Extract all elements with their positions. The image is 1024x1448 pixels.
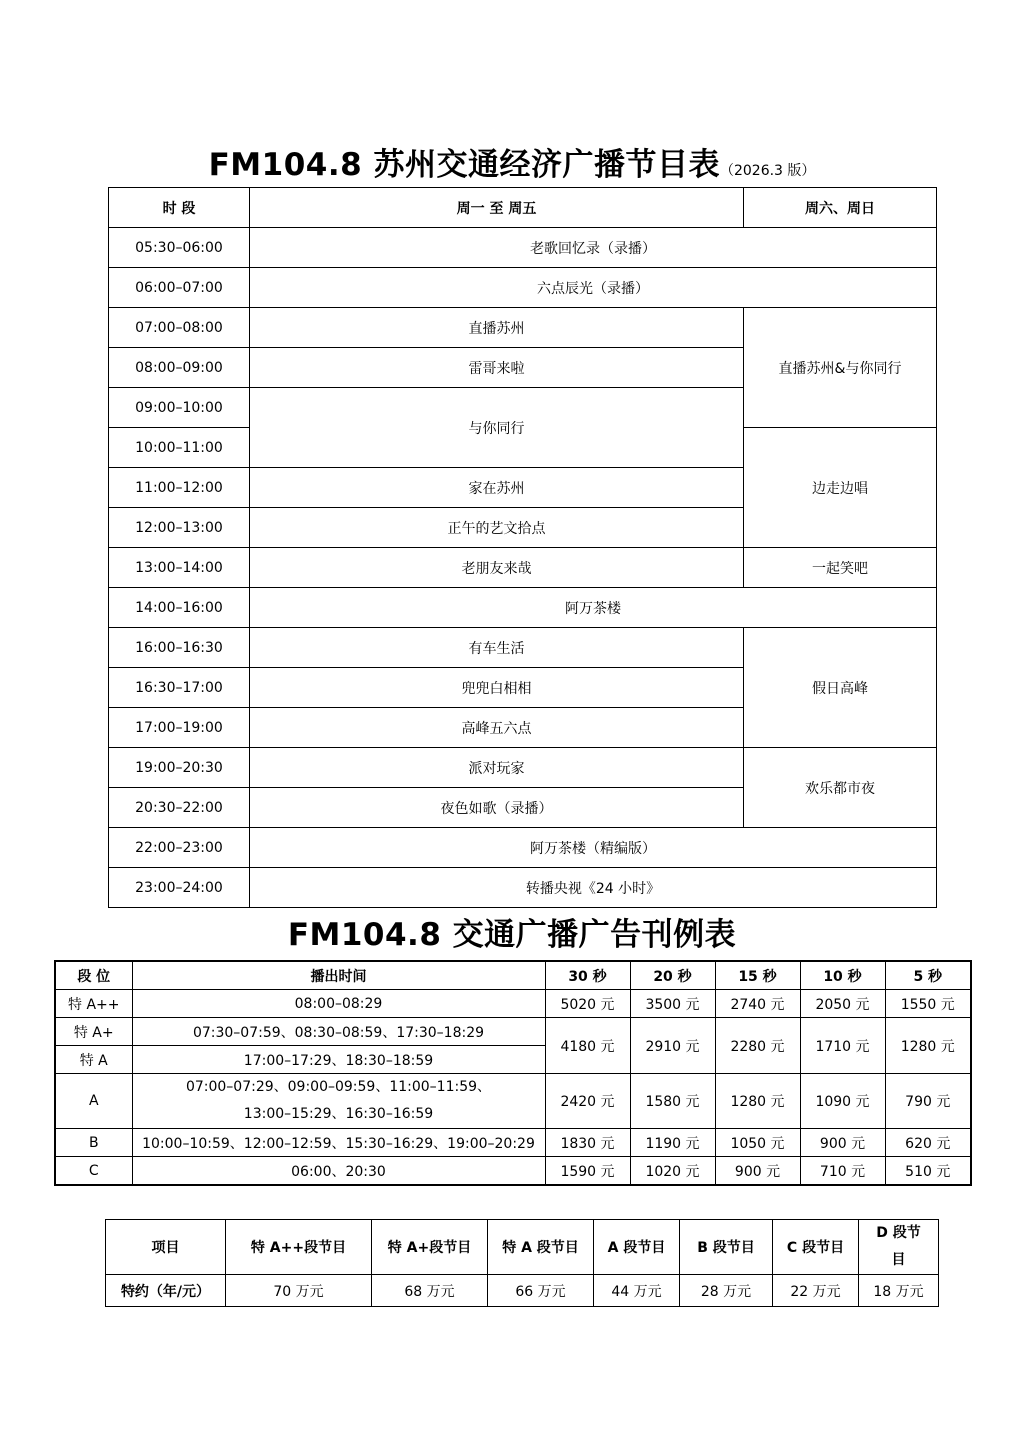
schedule-row — [109, 228, 937, 268]
sponsor-header: D 段节目 — [859, 1220, 939, 1275]
program-cell: 高峰五六点 — [250, 708, 744, 748]
schedule-row — [109, 588, 937, 628]
schedule-row — [109, 308, 937, 348]
program-cell: 家在苏州 — [250, 468, 744, 508]
weekend-program-cell: 假日高峰 — [744, 628, 937, 748]
price-cell: 1190 元 — [630, 1129, 715, 1157]
time-slot: 20:30–22:00 — [109, 788, 250, 828]
price-cell: 620 元 — [885, 1129, 971, 1157]
header-5s: 5 秒 — [885, 961, 971, 990]
schedule-row — [109, 548, 937, 588]
rate-row — [55, 1018, 971, 1046]
segment-cell: 特 A+ — [55, 1018, 132, 1046]
time-slot: 13:00–14:00 — [109, 548, 250, 588]
program-cell: 夜色如歌（录播） — [250, 788, 744, 828]
header-10s: 10 秒 — [800, 961, 885, 990]
weekend-program-cell: 直播苏州&与你同行 — [744, 308, 937, 428]
schedule-title-text: FM104.8 苏州交通经济广播节目表 — [208, 147, 720, 183]
header-30s: 30 秒 — [545, 961, 630, 990]
weekend-program-cell: 欢乐都市夜 — [744, 748, 937, 828]
program-cell: 雷哥来啦 — [250, 348, 744, 388]
header-15s: 15 秒 — [715, 961, 800, 990]
price-cell: 2740 元 — [715, 990, 800, 1018]
program-cell: 与你同行 — [250, 388, 744, 468]
program-cell: 阿万茶楼 — [250, 588, 937, 628]
header-20s: 20 秒 — [630, 961, 715, 990]
sponsor-price: 68 万元 — [372, 1275, 488, 1307]
sponsor-header-row — [106, 1220, 939, 1275]
price-cell: 900 元 — [715, 1157, 800, 1186]
program-cell: 派对玩家 — [250, 748, 744, 788]
rates-header-row — [55, 961, 971, 990]
price-cell: 1580 元 — [630, 1074, 715, 1129]
airtime-cell: 07:00–07:29、09:00–09:59、11:00–11:59、13:00–15:29、16:30–16:59 — [132, 1074, 545, 1129]
schedule-row — [109, 268, 937, 308]
program-cell: 有车生活 — [250, 628, 744, 668]
sponsor-header: 特 A 段节目 — [488, 1220, 594, 1275]
segment-cell: B — [55, 1129, 132, 1157]
schedule-header-row — [109, 188, 937, 228]
schedule-row — [109, 868, 937, 908]
program-cell: 正午的艺文拾点 — [250, 508, 744, 548]
time-slot: 17:00–19:00 — [109, 708, 250, 748]
time-slot: 09:00–10:00 — [109, 388, 250, 428]
time-slot: 11:00–12:00 — [109, 468, 250, 508]
sponsor-header: C 段节目 — [773, 1220, 859, 1275]
program-cell: 六点辰光（录播） — [250, 268, 937, 308]
sponsor-price: 22 万元 — [773, 1275, 859, 1307]
weekend-program-cell: 一起笑吧 — [744, 548, 937, 588]
price-cell: 1830 元 — [545, 1129, 630, 1157]
price-cell: 1590 元 — [545, 1157, 630, 1186]
sponsorship-table — [105, 1219, 939, 1307]
price-cell: 4180 元 — [545, 1018, 630, 1074]
price-cell: 790 元 — [885, 1074, 971, 1129]
time-slot: 16:00–16:30 — [109, 628, 250, 668]
segment-cell: C — [55, 1157, 132, 1186]
time-slot: 23:00–24:00 — [109, 868, 250, 908]
segment-cell: 特 A++ — [55, 990, 132, 1018]
time-slot: 12:00–13:00 — [109, 508, 250, 548]
time-slot: 10:00–11:00 — [109, 428, 250, 468]
time-slot: 16:30–17:00 — [109, 668, 250, 708]
rate-row — [55, 1074, 971, 1129]
sponsor-header: 特 A++段节目 — [226, 1220, 372, 1275]
time-slot: 05:30–06:00 — [109, 228, 250, 268]
sponsor-header: A 段节目 — [594, 1220, 680, 1275]
time-slot: 08:00–09:00 — [109, 348, 250, 388]
header-time: 时 段 — [109, 188, 250, 228]
price-cell: 510 元 — [885, 1157, 971, 1186]
header-weekend: 周六、周日 — [744, 188, 937, 228]
sponsor-price: 18 万元 — [859, 1275, 939, 1307]
price-cell: 5020 元 — [545, 990, 630, 1018]
airtime-cell: 08:00–08:29 — [132, 990, 545, 1018]
price-cell: 2420 元 — [545, 1074, 630, 1129]
time-slot: 19:00–20:30 — [109, 748, 250, 788]
price-cell: 2280 元 — [715, 1018, 800, 1074]
sponsor-header: 项目 — [106, 1220, 226, 1275]
program-cell: 直播苏州 — [250, 308, 744, 348]
sponsor-header: B 段节目 — [680, 1220, 773, 1275]
sponsor-value-row — [106, 1275, 939, 1307]
price-cell: 900 元 — [800, 1129, 885, 1157]
airtime-cell: 07:30–07:59、08:30–08:59、17:30–18:29 — [132, 1018, 545, 1046]
price-cell: 2910 元 — [630, 1018, 715, 1074]
header-segment: 段 位 — [55, 961, 132, 990]
schedule-row — [109, 748, 937, 788]
weekend-program-cell: 边走边唱 — [744, 428, 937, 548]
rate-row — [55, 1157, 971, 1186]
program-schedule-table — [108, 187, 937, 908]
sponsor-label: 特约（年/元） — [106, 1275, 226, 1307]
airtime-cell: 10:00–10:59、12:00–12:59、15:30–16:29、19:00–20:29 — [132, 1129, 545, 1157]
program-cell: 转播央视《24 小时》 — [250, 868, 937, 908]
price-cell: 1090 元 — [800, 1074, 885, 1129]
airtime-cell: 17:00–17:29、18:30–18:59 — [132, 1046, 545, 1074]
price-cell: 1020 元 — [630, 1157, 715, 1186]
header-airtime: 播出时间 — [132, 961, 545, 990]
time-slot: 07:00–08:00 — [109, 308, 250, 348]
rate-row — [55, 990, 971, 1018]
program-cell: 阿万茶楼（精编版） — [250, 828, 937, 868]
sponsor-price: 44 万元 — [594, 1275, 680, 1307]
time-slot: 06:00–07:00 — [109, 268, 250, 308]
ad-rates-table — [54, 960, 972, 1186]
rate-row — [55, 1129, 971, 1157]
time-slot: 22:00–23:00 — [109, 828, 250, 868]
schedule-row — [109, 628, 937, 668]
price-cell: 1280 元 — [715, 1074, 800, 1129]
time-slot: 14:00–16:00 — [109, 588, 250, 628]
price-cell: 710 元 — [800, 1157, 885, 1186]
sponsor-price: 70 万元 — [226, 1275, 372, 1307]
schedule-version: （2026.3 版） — [719, 163, 816, 179]
price-cell: 1280 元 — [885, 1018, 971, 1074]
price-cell: 2050 元 — [800, 990, 885, 1018]
price-cell: 3500 元 — [630, 990, 715, 1018]
sponsor-price: 28 万元 — [680, 1275, 773, 1307]
rates-title: FM104.8 交通广播广告刊例表 — [287, 917, 737, 953]
price-cell: 1550 元 — [885, 990, 971, 1018]
program-cell: 兜兜白相相 — [250, 668, 744, 708]
price-cell: 1050 元 — [715, 1129, 800, 1157]
sponsor-price: 66 万元 — [488, 1275, 594, 1307]
program-cell: 老朋友来哉 — [250, 548, 744, 588]
sponsor-header: 特 A+段节目 — [372, 1220, 488, 1275]
segment-cell: 特 A — [55, 1046, 132, 1074]
schedule-row — [109, 828, 937, 868]
price-cell: 1710 元 — [800, 1018, 885, 1074]
airtime-cell: 06:00、20:30 — [132, 1157, 545, 1186]
program-cell: 老歌回忆录（录播） — [250, 228, 937, 268]
segment-cell: A — [55, 1074, 132, 1129]
header-weekday: 周一 至 周五 — [250, 188, 744, 228]
